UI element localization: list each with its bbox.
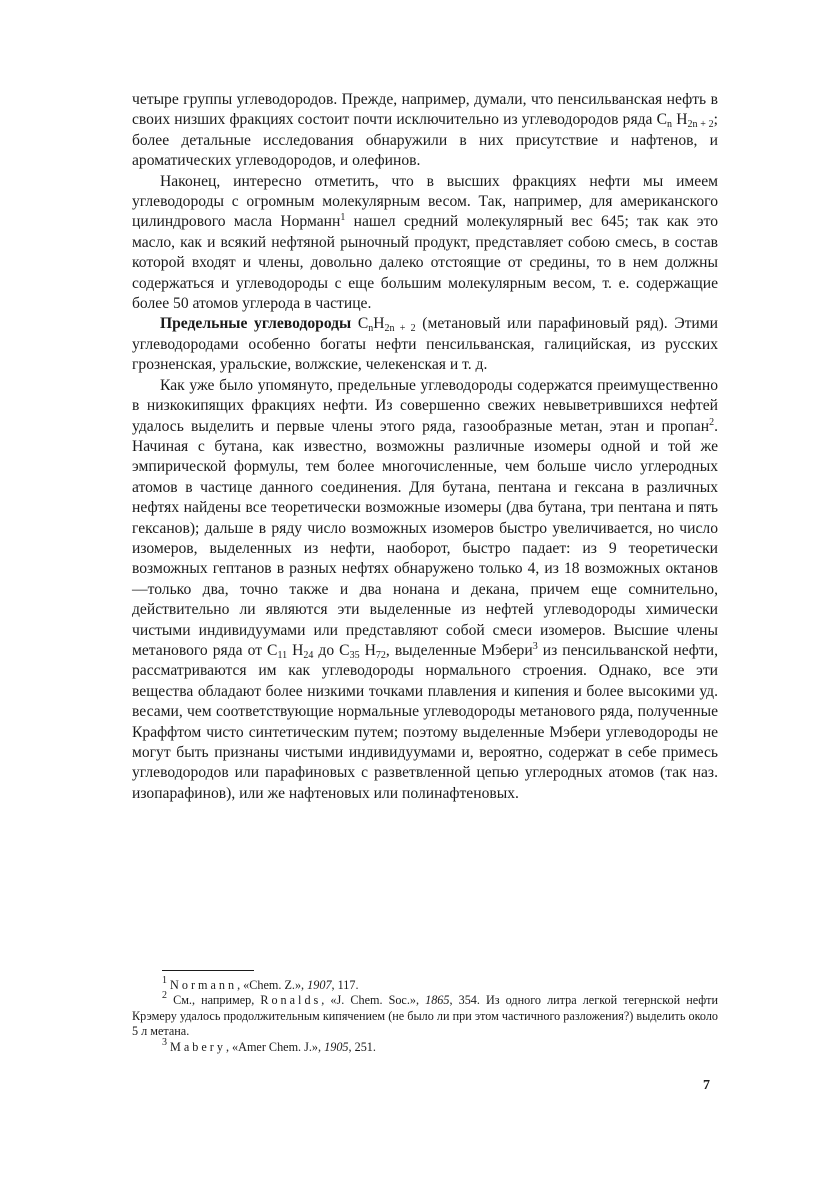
footnote-ref-2: 2 (709, 416, 715, 428)
paragraph-4: Как уже было упомянуто, предельные углеводороды содержатся преимущественно в низкокипящих фракциях нефти. Из совершенно свежих невыветрившихся нефтей удалось выделить и первые члены этого ряда, газообразные метан, этан и пропан$^2$. Начиная с бутана, как известно, возможны различные изомеры одной и той же эмпирической формулы, тем более многочисленные, чем больше число углеродных атомов в частице данного соединения. Для бутана, пентана и гексана в различных нефтях найдены все теоретически возможные изомеры (два бутана, три пентана и пять гексанов); дальше в ряду число возможных изомеров быстро увеличивается, но число изомеров, выделенных из нефти, наоборот, быстро падает: из 9 теоретически возможных гептанов в разных нефтях обнаружено только 4, из 18 возможных октанов—только два, точно также и два нонана и декана, причем еще сомнительно, действительно ли являются эти выделенные из нефтей углеводороды химически чистыми индивидуумами или представляют собой смеси изомеров. Высшие члены метанового ряда от $C_{11}$ $H_{24}$ до $C_{35}$ $H_{72}$, выделенные Мэбери$^3$ из пенсильванской нефти, рассматриваются им как углеводороды нормального строения. Однако, все эти вещества обладают более низкими точками плавления и кипения и более высокими уд. весами, чем соответствующие нормальные углеводороды метанового ряда, полученные Краффтом чисто синтетическим путем; поэтому выделенные Мэбери углеводороды не могут быть признаны чистыми индивидуумами и, вероятно, содержат в себе примесь углеводородов или парафиновых с разветвленной цепью углеродных атомов (так наз. изопарафинов), или же нафтеновых или полинафтеновых. (132, 376, 718, 802)
paragraph-1: четыре группы углеводородов. Прежде, например, думали, что пенсильванская нефть в своих низших фракциях состоит почти исключительно из углеводородов ряда $C_n$ $H_{2n + 2}$; более детальные исследования обнаружили в них присутствие и нафтенов, и ароматических углеводородов, и олефинов. (132, 91, 719, 170)
footnote-2: $^2$ См., например, Ronalds, «J. Chem. Soc.», 1865, 354. Из одного литра легкой тегернской нефти Крэмеру удалось продолжительным кипячением (не было ли при этом частичного разложения?) выделить около 5 л метана. (132, 990, 719, 1039)
footnote-author: Ronalds (260, 993, 322, 1008)
footnote-author: Normann (170, 978, 238, 992)
footnote-author: Mabery (170, 1039, 226, 1054)
footnote-ref-1: 1 (340, 212, 346, 224)
footnote-3: $^3$ Mabery, «Amer Chem. J.», 1905, 251. (162, 1036, 376, 1054)
paragraph-2: Наконец, интересно отметить, что в высших фракциях нефти мы имеем углеводороды с огромным молекулярным весом. Так, например, для американского цилиндрового масла Норманн$^1$ нашел средний молекулярный вес 645; так как это масло, как и всякий нефтяной рыночный продукт, представляет собою смесь, в состав которой входят и члены, довольно далеко отстоящие от средины, то в нем должны содержаться и углеводороды с еще большим молекулярным весом, т. е. содержащие более 50 атомов углерода в частице. (132, 172, 718, 313)
page-number: 7 (703, 1078, 710, 1093)
footnote-1: $^1$ Normann, «Chem. Z.», 1907, 117. (162, 975, 359, 992)
main-text (132, 90, 718, 804)
section-heading: Предельные углеводороды (160, 315, 352, 333)
paragraph-3: Предельные углеводороды $C_nH_{2n + 2}$ (метановый или парафиновый ряд). Этими углеводородами особенно богаты нефти пенсильванская, галицийская, из русских грозненская, уральские, волжские, челекенская и т. д. (132, 315, 718, 374)
footnote-ref-3: 3 (532, 640, 538, 652)
footnotes (132, 975, 719, 1055)
footnote-divider (162, 970, 254, 971)
